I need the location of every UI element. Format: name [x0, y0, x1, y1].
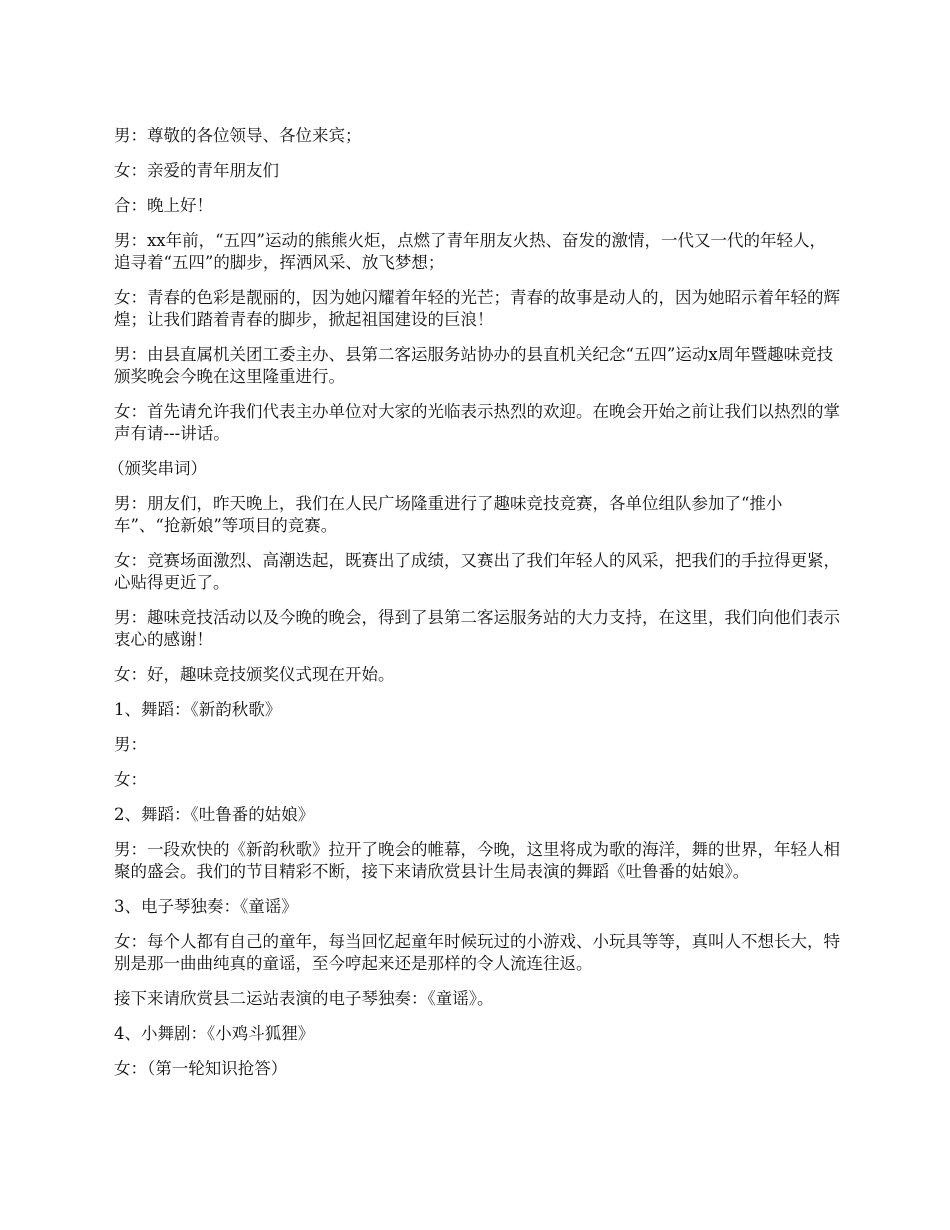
paragraph: 男：一段欢快的《新韵秋歌》拉开了晚会的帷幕，今晚，这里将成为歌的海洋，舞的世界，年轻人相聚的盛会。我们的节目精彩不断，接下来请欣赏县计生局表演的舞蹈《吐鲁番的姑娘》。: [114, 840, 840, 881]
paragraph: 女：首先请允许我们代表主办单位对大家的光临表示热烈的欢迎。在晚会开始之前让我们以热烈的掌声有请---讲话。: [114, 402, 840, 443]
paragraph: 合：晚上好！: [114, 196, 213, 215]
paragraph: 女：亲爱的青年朋友们: [114, 161, 279, 180]
paragraph: 男：趣味竞技活动以及今晚的晚会，得到了县第二客运服务站的大力支持，在这里，我们向他们表示衷心的感谢！: [114, 608, 840, 649]
paragraph: 女：（第一轮知识抢答）: [114, 1059, 288, 1078]
program-item: 3、电子琴独奏：《童谣》: [114, 897, 298, 916]
paragraph: 男：朋友们，昨天晚上，我们在人民广场隆重进行了趣味竞技竞赛，各单位组队参加了“推小车”、“抢新娘”等项目的竞赛。: [114, 494, 783, 535]
program-item: 1、舞蹈：《新韵秋歌》: [114, 700, 282, 719]
program-item: 4、小舞剧：《小鸡斗狐狸》: [114, 1024, 315, 1043]
paragraph: 男：尊敬的各位领导、各位来宾；: [114, 126, 362, 145]
paragraph: 女：青春的色彩是靓丽的，因为她闪耀着年轻的光芒；青春的故事是动人的，因为她昭示着年轻的辉煌；让我们踏着青春的脚步，掀起祖国建设的巨浪！: [114, 288, 840, 329]
paragraph: 男：: [114, 735, 147, 754]
paragraph: 男：由县直属机关团工委主办、县第二客运服务站协办的县直机关纪念“五四”运动x周年暨趣味竞技颁奖晚会今晚在这里隆重进行。: [114, 345, 834, 386]
program-item: 2、舞蹈：《吐鲁番的姑娘》: [114, 805, 315, 824]
section-heading: （颁奖串词）: [108, 459, 207, 478]
paragraph: 女：每个人都有自己的童年，每当回忆起童年时候玩过的小游戏、小玩具等等，真叫人不想长大，特别是那一曲曲纯真的童谣，至今哼起来还是那样的令人流连往返。: [114, 932, 840, 973]
paragraph: 女：好，趣味竞技颁奖仪式现在开始。: [114, 665, 395, 684]
paragraph: 接下来请欣赏县二运站表演的电子琴独奏：《童谣》。: [114, 989, 494, 1008]
paragraph: 女：: [114, 770, 147, 789]
paragraph: 女：竞赛场面激烈、高潮迭起，既赛出了成绩，又赛出了我们年轻人的风采，把我们的手拉得更紧，心贴得更近了。: [114, 551, 840, 592]
paragraph: 男：xx年前，“五四”运动的熊熊火炬，点燃了青年朋友火热、奋发的激情，一代又一代的年轻人，追寻着“五四”的脚步，挥洒风采、放飞梦想；: [114, 231, 826, 272]
document-body: [108, 125, 842, 1093]
